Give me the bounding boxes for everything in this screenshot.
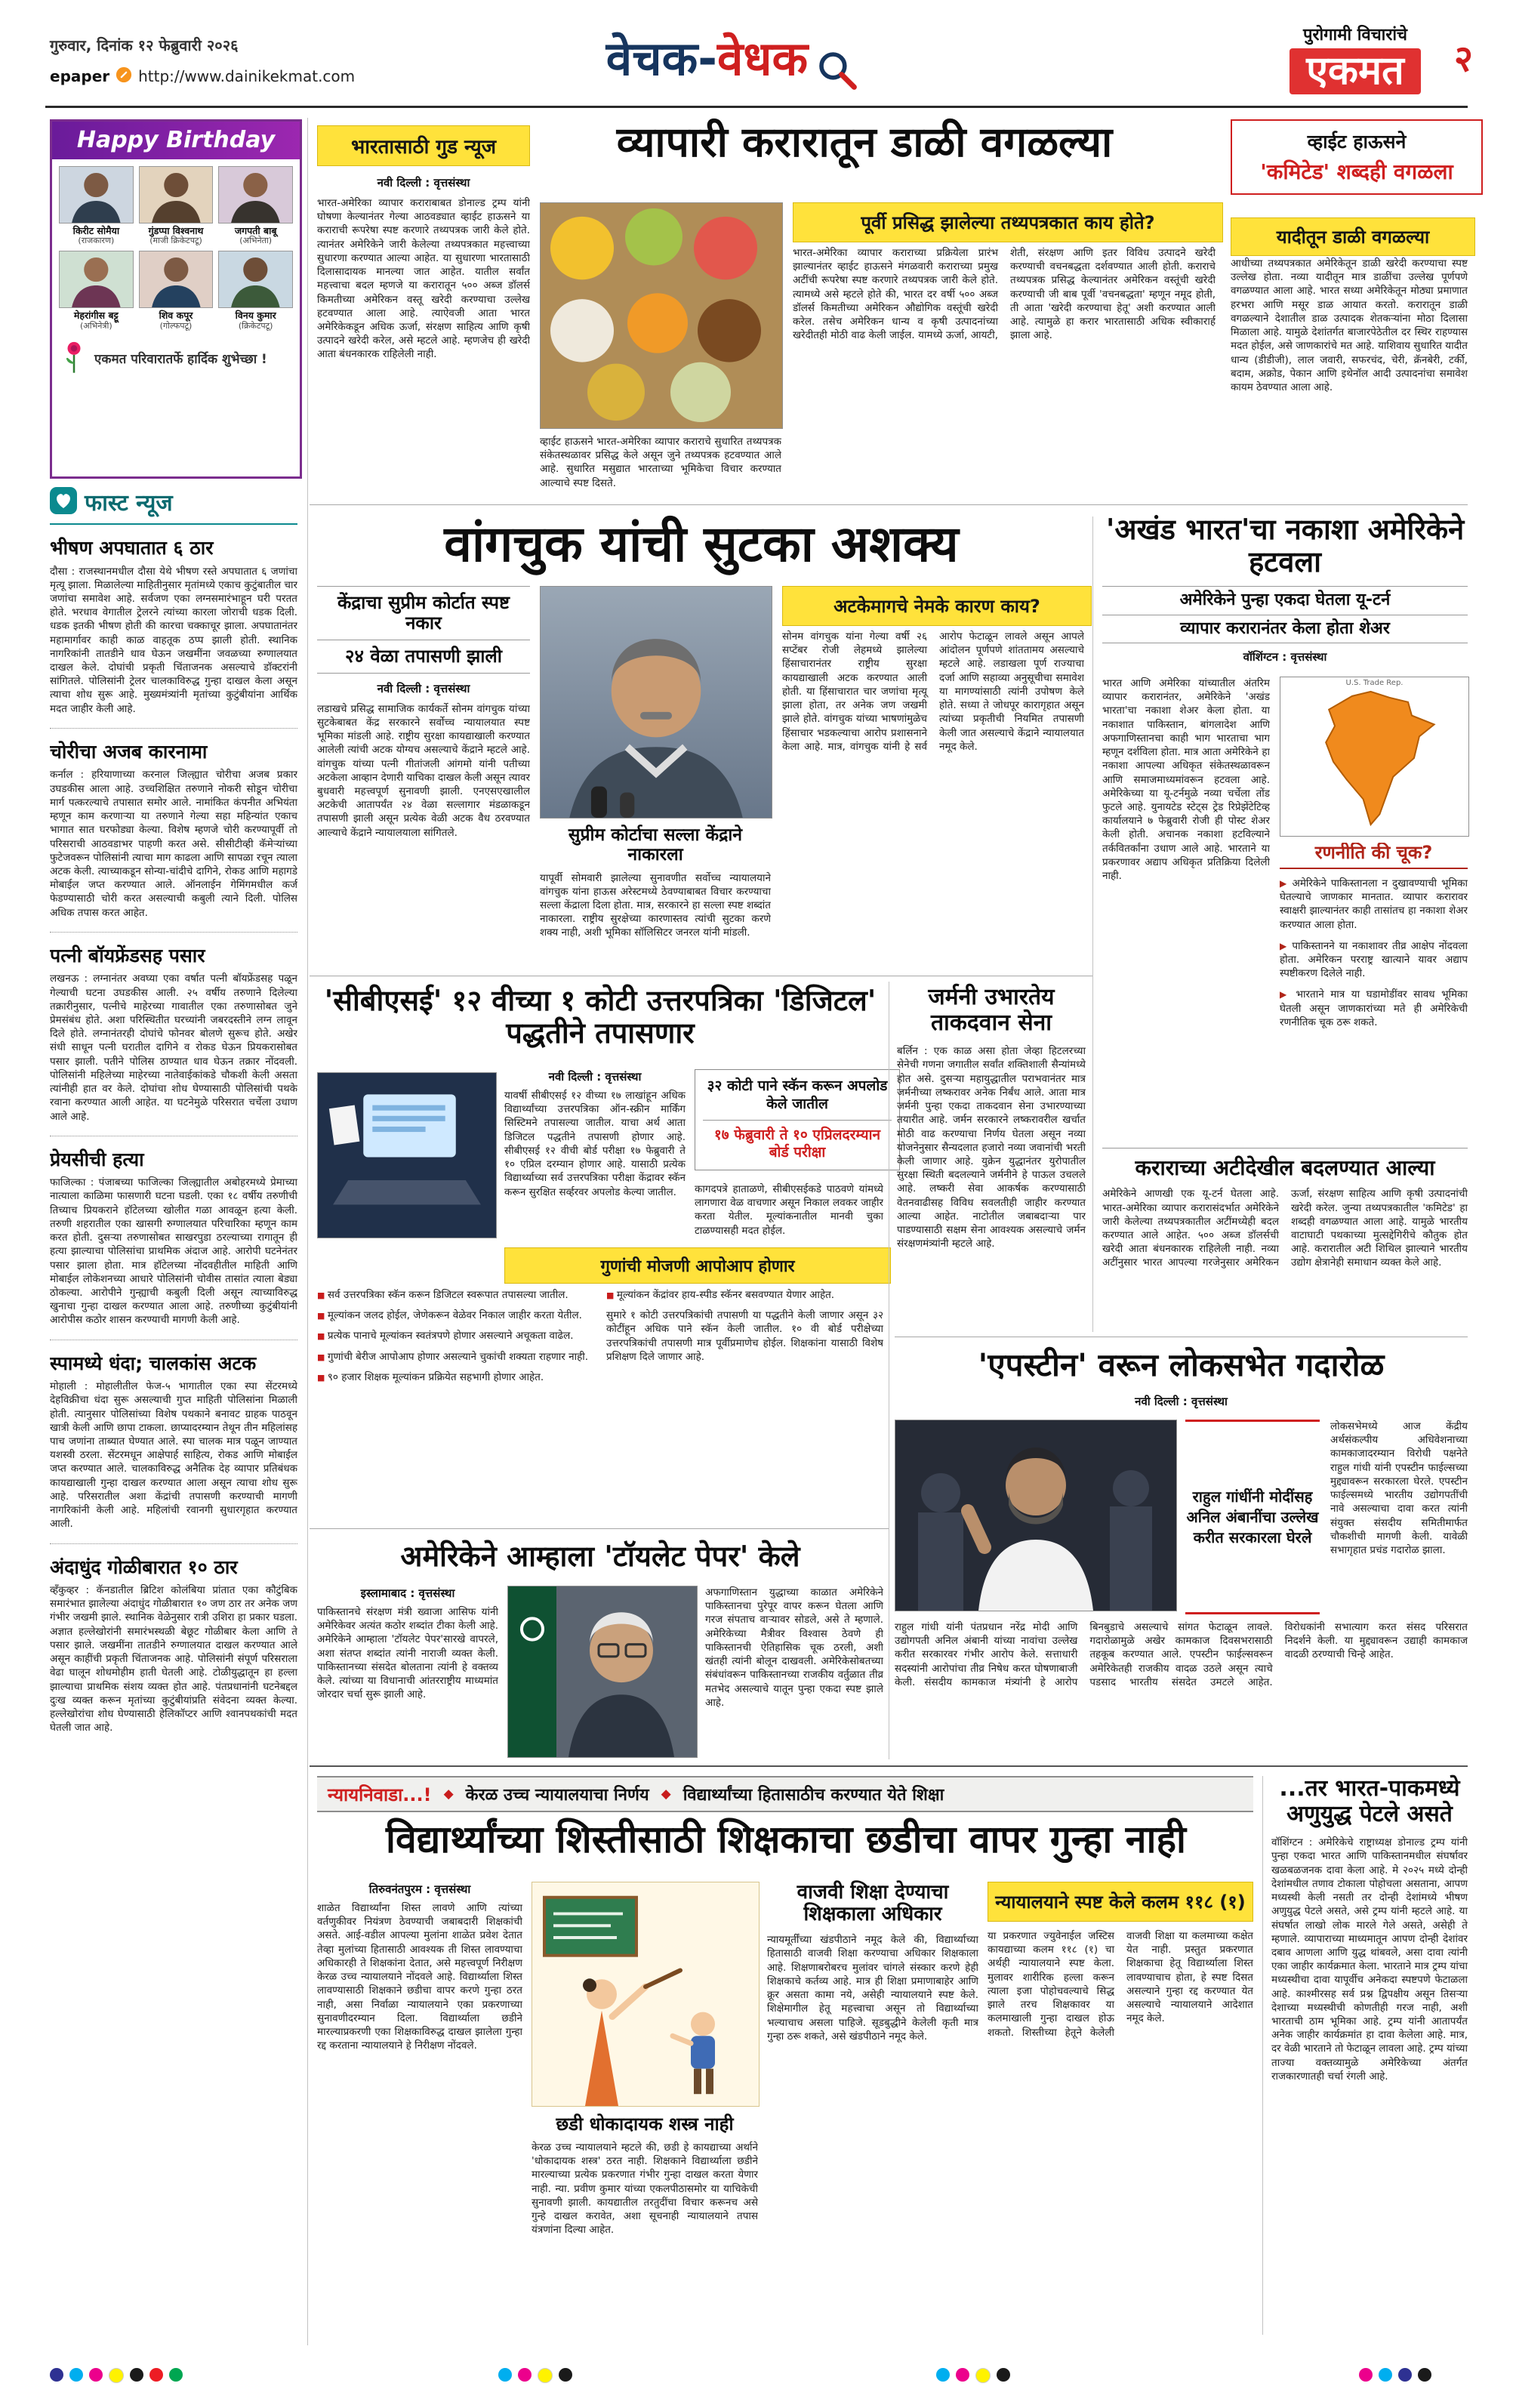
fast-news-headline: अंदाधुंद गोळीबारात १० ठार — [50, 1555, 238, 1578]
fast-news-item — [50, 1556, 297, 1747]
fast-news-title: फास्ट न्यूज — [85, 490, 173, 516]
cbse-byline: नवी दिल्ली : वृत्तसंस्था — [548, 1070, 642, 1084]
divider — [310, 1765, 1468, 1767]
print-registration-dots — [50, 2368, 183, 2383]
fast-news-headline: पत्नी बॉयफ्रेंडसह पसार — [50, 944, 205, 967]
fast-news-headline: स्पामध्ये धंदा; चालकांस अटक — [50, 1352, 257, 1374]
fast-news-body: मोहाली : मोहालीतील फेज-५ भागातील एका स्पा सेंटरमध्ये देहविक्रीचा धंदा सुरू असल्याची गुप्त माहिती पोलिसांना मिळाली होती. त्यानुसार पोलिसांच्या विशेष पथकाने बनावट ग्राहक पाठवून खात्री केली आणि छापा टाकला. छाप्यादरम्यान तेथून तीन महिलांसह पाच जणांना ताब्यात घेण्यात आले. स्पा चालक मात्र पळून जाण्यात यशस्वी ठरला. सेंटरमधून आक्षेपार्ह साहित्य, रोकड आणि मोबाईल जप्त करण्यात आले. चालकाविरुद्ध अनैतिक देह व्यापार प्रतिबंधक कायद्याखाली गुन्हा दाखल करण्यात आला असून त्याचा शोध सुरू आहे. परिसरातील अशा केंद्रांची तपासणी करण्याची मागणी नागरिकांनी केली आहे. महिलांची रवानगी सुधारगृहात करण्यात आली. — [50, 1380, 297, 1531]
wangchuk-advice-body: यापूर्वी सोमवारी झालेल्या सुनावणीत सर्वोच्च न्यायालयाने वांगचुक यांना हाऊस अरेस्टमध्ये ठेवण्याबाबत विचार करण्याचा सल्ला केंद्राला दिला होता. मात्र, सरकारने हा सल्ला स्पष्ट शब्दांत नाकारला. राष्ट्रीय सुरक्षेच्या कारणास्तव त्यांची सुटका करणे शक्य नाही, अशी भूमिका सॉलिसिटर जनरल यांनी मांडली. — [540, 871, 771, 939]
cbse-bullet: ■ सर्व उत्तरपत्रिका स्कॅन करून डिजिटल स्वरूपात तपासल्या जातील. — [317, 1288, 594, 1302]
print-registration-dots — [1359, 2368, 1431, 2382]
header-divider — [45, 106, 1468, 108]
color-dot — [538, 2368, 553, 2383]
pulses-cut-body: आधीच्या तथ्यपत्रकात अमेरिकेतून डाळी खरेदी करण्याचा स्पष्ट उल्लेख होता. नव्या यादीतून मात्र डाळींचा उल्लेख पूर्णपणे वगळण्यात आला आहे. भारत सध्या अमेरिकेतून मोठ्या प्रमाणात हरभरा आणि मसूर डाळ आयात करतो. करारातून डाळी वगळल्याने देशातील डाळ उत्पादक शेतकऱ्यांना मोठा दिलासा मिळाला आहे. यामुळे देशांतर्गत बाजारपेठेतील दर स्थिर राहण्यास मदत होईल, असे जाणकारांचे मत आहे. याशिवाय सुधारित यादीत धान्य (डीडीजी), लाल जवारी, सफरचंद, चेरी, क्रॅनबेरी, टर्की, बदाम, अक्रोड, पेकान आणि इथेनॉल आदी उत्पादनांचा समावेश कायम ठेवण्यात आला आहे. — [1231, 257, 1468, 393]
verdict-strip-item: विद्यार्थ्यांच्या हितासाठीच करण्यात येते शिक्षा — [683, 1786, 944, 1805]
cbse-lead-col — [504, 1069, 686, 1237]
birthday-name: विनय कुमार — [235, 310, 276, 322]
birthday-role: (अभिनेता) — [239, 236, 273, 246]
birthday-footer — [52, 338, 300, 383]
color-dot — [1379, 2368, 1392, 2382]
color-dot — [169, 2368, 183, 2382]
wangchuk-sub1: केंद्राचा सुप्रीम कोर्टात स्पष्ट नकार — [317, 586, 530, 634]
color-dot — [89, 2368, 103, 2382]
wangchuk-byline: नवी दिल्ली : वृत्तसंस्था — [377, 681, 470, 695]
fast-news-item — [50, 741, 297, 933]
cbse-stat-box — [695, 1069, 900, 1170]
color-dot — [975, 2368, 991, 2383]
divider — [1092, 516, 1093, 1332]
article-treaty — [1102, 1148, 1468, 1330]
strategy-box — [1280, 843, 1468, 1125]
epstein-headline: 'एपस्टीन' वरून लोकसभेत गदारोळ — [978, 1346, 1385, 1383]
fast-news-headline: भीषण अपघातात ६ ठार — [50, 537, 214, 559]
strategy-title: रणनीति की चूक? — [1280, 843, 1468, 869]
epaper-row — [50, 66, 355, 86]
wangchuk-subcol — [317, 586, 530, 965]
cbse-lead: यावर्षी सीबीएसई १२ वीच्या १७ लाखांहून अधिक विद्यार्थ्यांच्या उत्तरपत्रिका ऑन-स्क्रीन मार्किंग सिस्टिमने तपासल्या जातील. याचा अर्थ आता डिजिटल पद्धतीने तपासणी होणार आहे. सीबीएसई १२ वीची बोर्ड परीक्षा १७ फेब्रुवारी ते १० एप्रिल दरम्यान होणार आहे. यासाठी प्रत्येक विद्यार्थ्याच्या सर्व उत्तरपत्रिका परीक्षा केंद्रावर स्कॅन करून सुरक्षित सर्व्हरवर अपलोड केल्या जातील. — [504, 1090, 686, 1198]
divider — [1262, 1776, 1263, 2335]
trade-kicker: भारतासाठी गुड न्यूज — [317, 125, 530, 166]
germany-headline: जर्मनी उभारतेय ताकदवान सेना — [928, 984, 1055, 1036]
birthday-photo — [139, 166, 214, 224]
classroom-cartoon — [532, 1882, 760, 2107]
cane-kalam-title: न्यायालयाने स्पष्ट केले कलम ११८ (१) — [988, 1882, 1253, 1922]
treaty-headline: कराराच्या अटीदेखील बदलण्यात आल्या — [1102, 1148, 1468, 1179]
color-dot — [1359, 2368, 1373, 2382]
fast-news-body: दौसा : राजस्थानमधील दौसा येथे भीषण रस्ते अपघातात ६ जणांचा मृत्यू झाला. मिळालेल्या माहितीनुसार मृतांमध्ये एकाच कुटुंबातील चार जणांचा समावेश आहे. सर्वजण एका लग्नसमारंभाहून घरी परतत होते. भरधाव वेगातील ट्रेलरने त्यांच्या कारला जोराची धडक दिली. धडक इतकी भीषण होती की कारचा चक्काचूर झाला. अपघातानंतर महामार्गावर काही काळ वाहतूक ठप्प झाली होती. स्थानिक नागरिकांनी तातडीने धाव घेऊन जखमींना जवळच्या रुग्णालयात दाखल केले. दोघांची प्रकृती चिंताजनक असल्याचे डॉक्टरांनी सांगितले. पोलिसांनी ट्रेलर चालकाविरुद्ध गुन्हा दाखल केला असून त्याचा शोध सुरू आहे. मुख्यमंत्र्यांनी मृतांच्या कुटुंबीयांना आर्थिक मदत जाहीर केली आहे. — [50, 565, 297, 715]
akhand-headline: 'अखंड भारत'चा नकाशा अमेरिकेने हटवला — [1105, 513, 1465, 578]
rose-icon — [61, 339, 87, 381]
birthday-card — [139, 251, 214, 330]
cbse-bullet: ■ ९० हजार शिक्षक मूल्यांकन प्रक्रियेत सहभागी होणार आहेत. — [317, 1370, 594, 1384]
color-dot — [498, 2368, 512, 2382]
birthday-role: (राजकारण) — [78, 236, 115, 246]
trade-byline: नवी दिल्ली : वृत्तसंस्था — [377, 176, 470, 190]
wangchuk-headline: वांगचुक यांची सुटका अशक्य — [444, 515, 959, 573]
cane-stick-title: छडी धोकादायक शस्त्र नाही — [556, 2114, 734, 2135]
birthday-photo — [59, 251, 134, 308]
color-dot — [109, 2368, 124, 2383]
birthday-card — [218, 251, 293, 330]
cbse-bullet: ■ गुणांची बेरीज आपोआप होणार असल्याने चुकांची शक्यता राहणार नाही. — [317, 1350, 594, 1364]
birthday-name: गुंडप्पा विश्वनाथ — [148, 225, 204, 236]
nuclear-headline: ...तर भारत-पाकमध्ये अणुयुद्ध पेटले असते — [1279, 1775, 1460, 1827]
masthead-tagline: पुरोगामी विचारांचे — [1302, 26, 1408, 45]
wangchuk-advice-title: सुप्रीम कोर्टाचा सल्ला केंद्राने नाकारला — [568, 825, 743, 865]
cbse-stat1: ३२ कोटी पाने स्कॅन करून अपलोड केले जातील — [707, 1078, 888, 1112]
cbse-side-body: कागदपत्रे हाताळणे, सीबीएसईकडे पाठवणे यांमध्ये लागणारा वेळ वाचणार असून निकाल लवकर जाहीर करता येतील. मूल्यांकनातील मानवी चुका टाळण्यासही मदत होईल. — [695, 1183, 883, 1237]
trade-factbox-title: पूर्वी प्रसिद्ध झालेल्या तथ्यपत्रकात काय होते? — [793, 202, 1223, 242]
color-dot — [1418, 2368, 1431, 2382]
wangchuk-lead: लडाखचे प्रसिद्ध सामाजिक कार्यकर्ते सोनम वांगचुक यांच्या सुटकेबाबत केंद्र सरकारने सर्वोच्च न्यायालयात स्पष्ट भूमिका मांडली आहे. राष्ट्रीय सुरक्षा कायद्याखाली करण्यात आलेली त्यांची अटक योग्यच असल्याचे केंद्राने म्हटले आहे. वांगचुक यांच्या पत्नी गीतांजली आंगमो यांनी पतीच्या अटकेला आव्हान देणारी याचिका दाखल केली असून त्यावर बुधवारी महत्त्वपूर्ण सुनावणी झाली. एनएसएखालील अटकेची आतापर्यंत २४ वेळा सल्लागार मंडळाकडून तपासणी झाली असून प्रत्येक वेळी अटक वैध ठरवण्यात आल्याचे केंद्राने न्यायालयाला सांगितले. — [317, 702, 530, 839]
birthday-role: (गोल्फपटू) — [159, 320, 193, 331]
magnifier-icon — [816, 49, 858, 94]
india-map-image — [1280, 677, 1469, 837]
birthday-card — [59, 166, 134, 245]
treaty-body: अमेरिकेने आणखी एक यू-टर्न घेतला आहे. भारत-अमेरिका व्यापार करारासंदर्भात अमेरिकेने जारी केलेल्या तथ्यपत्रकातील अटींमध्येही बदल करण्यात आले आहेत. ५०० अब्ज डॉलर्सची खरेदी आता बंधनकारक राहिलेली नाही. नव्या अटींनुसार भारत आपल्या गरजेनुसार अमेरिकन ऊर्जा, संरक्षण साहित्य आणि कृषी उत्पादनांची खरेदी करेल. जुन्या तथ्यपत्रकातील 'कमिटेड' हा शब्दही वगळण्यात आला आहे. यामुळे भारतीय वाटाघाटी पथकाच्या मुत्सद्देगिरीचे कौतुक होत आहे. करारातील अटी शिथिल झाल्याने भारतीय उद्योग क्षेत्रानेही समाधान व्यक्त केले आहे. — [1102, 1188, 1468, 1269]
fast-news-header — [50, 486, 297, 525]
akhand-sub2: व्यापार करारानंतर केला होता शेअर — [1102, 615, 1468, 644]
cane-headline: विद्यार्थ्यांच्या शिस्तीसाठी शिक्षकाचा छडीचा वापर गुन्हा नाही — [386, 1818, 1186, 1861]
color-dot — [50, 2368, 63, 2382]
fast-news-body: फाजिल्का : पंजाबच्या फाजिल्का जिल्ह्यातील अबोहरमध्ये प्रेमाच्या नात्याला काळिमा फासणारी घटना घडली. एका १८ वर्षीय तरुणीची तिच्याच प्रियकराने हॉटेलच्या खोलीत गळा आवळून हत्या केली. तरुणी शहरातील एका खासगी रुग्णालयात परिचारिका म्हणून काम करत होती. दुसऱ्या तरुणासोबत साखरपुडा ठरल्याच्या रागातून ही हत्या झाल्याचा पोलिसांचा प्राथमिक अंदाज आहे. आरोपी घटनेनंतर पसार झाला होता. मात्र हॉटेलच्या नोंदवहीतील माहिती आणि मोबाईल लोकेशनच्या आधारे पोलिसांनी चोवीस तासांत त्याला बेड्या ठोकल्या. आरोपीने गुन्ह्याची कबुली दिली असून त्याच्याविरुद्ध खुनाचा गुन्हा दाखल करण्यात आला आहे. तरुणीच्या कुटुंबीयांनी आरोपीस कठोर शासन करण्याची मागणी केली आहे. — [50, 1176, 297, 1327]
toilet-headline: अमेरिकेने आम्हाला 'टॉयलेट पेपर' केले — [400, 1540, 800, 1573]
color-dot — [149, 2368, 163, 2382]
logo-text-first: वेचक- — [605, 31, 717, 86]
map-note: U.S. Trade Rep. — [1345, 679, 1404, 687]
cbse-bullets — [317, 1288, 883, 1515]
logo-text-second: वेधक — [716, 31, 809, 86]
fast-news-item — [50, 537, 297, 729]
wangchuk-sub2: २४ वेळा तपासणी झाली — [317, 640, 530, 674]
article-nuclear — [1271, 1776, 1468, 2311]
epaper-url: http://www.dainikekmat.com — [138, 67, 356, 85]
heart-icon — [50, 487, 77, 517]
date-line: गुरुवार, दिनांक १२ फेब्रुवारी २०२६ — [50, 36, 239, 54]
wangchuk-advice-block — [540, 826, 771, 982]
edition-logo — [559, 26, 906, 94]
cbse-stat2: १७ फेब्रुवारी ते १० एप्रिलदरम्यान बोर्ड परीक्षा — [713, 1126, 881, 1161]
masthead — [1268, 23, 1442, 94]
cbse-auto-title: गुणांची मोजणी आपोआप होणार — [504, 1247, 891, 1284]
print-registration-dots — [498, 2368, 572, 2383]
birthday-name: किरीट सोमैया — [72, 225, 120, 236]
fast-news-item — [50, 945, 297, 1136]
epstein-caption: राहुल गांधींनी मोदींसह अनिल अंबानींचा उल्लेख करीत सरकारला घेरले — [1186, 1487, 1319, 1546]
birthday-title: Happy Birthday — [52, 122, 300, 159]
cane-right-body: न्यायमूर्तींच्या खंडपीठाने नमूद केले की, विद्यार्थ्याच्या हितासाठी वाजवी शिक्षा करण्याचा अधिकार शिक्षकाला आहे. शिक्षणाबरोबरच मुलांवर चांगले संस्कार करणे हेही शिक्षकाचे कर्तव्य आहे. मात्र ही शिक्षा प्रमाणाबाहेर आणि क्रूर असता कामा नये, असेही न्यायालयाने स्पष्ट केले. शिक्षेमागील हेतू महत्त्वाचा असून तो विद्यार्थ्याच्या भल्याचाच असला पाहिजे. सूडबुद्धीने केलेली कृती मात्र गुन्हा ठरू शकते, असे खंडपीठाने नमूद केले. — [767, 1934, 978, 2043]
birthday-role: (अभिनेत्री) — [80, 320, 112, 331]
trade-lead: भारत-अमेरिका व्यापार कराराबाबत डोनाल्ड ट्रम्प यांनी घोषणा केल्यानंतर गेल्या आठवड्यात व्हाईट हाऊसने या कराराची रूपरेषा स्पष्ट करणारे तथ्यपत्रक जारी केले होते. त्यानंतर अमेरिकेने जारी केलेल्या तथ्यपत्रकात महत्त्वाच्या सुधारणा करण्यात आल्या आहेत. या सुधारणा भारतासाठी दिलासादायक मानल्या जात आहेत. यातील सर्वांत महत्त्वाचा बदल म्हणजे या करारातून ५०० अब्ज डॉलर्स किमतीच्या अमेरिकन वस्तू खरेदी करण्याचा उल्लेख हटवण्यात आला आहे. त्याऐवजी आता भारत अमेरिकेकडून अधिक ऊर्जा, संरक्षण साहित्य आणि कृषी उत्पादने खरेदी करेल, असे म्हटले आहे. म्हणजेच ही खरेदी आता बंधनकारक राहिलेली नाही. — [317, 197, 530, 361]
color-dot — [997, 2368, 1010, 2382]
strategy-item: ▶ अमेरिकेने पाकिस्तानला न दुखावण्याची भूमिका घेतल्याचे जाणकार मानतात. व्यापार करारावर स्वाक्षरी झाल्यानंतर काही तासांतच हा नकाशा शेअर करण्यात आला होता. — [1280, 877, 1468, 932]
cbse-bullet: ■ मूल्यांकन जलद होईल, जेणेकरून वेळेवर निकाल जाहीर करता येतील. — [317, 1309, 594, 1322]
cane-right-block — [767, 1882, 978, 2288]
color-dot — [130, 2368, 143, 2382]
pak-minister-photo — [507, 1586, 698, 1758]
diamond-icon: ◆ — [661, 1787, 671, 1802]
epstein-body2: राहुल गांधी यांनी पंतप्रधान नरेंद्र मोदी आणि उद्योगपती अनिल अंबानी यांच्या नावांचा उल्लेख करीत सरकारवर गंभीर आरोप केले. सत्ताधारी सदस्यांनी आरोपांचा तीव्र निषेध करत घोषणाबाजी केली. संसदीय कामकाज मंत्र्यांनी हे आरोप बिनबुडाचे असल्याचे सांगत फेटाळून लावले. गदारोळामुळे अखेर कामकाज दिवसभरासाठी तहकूब करण्यात आले. एपस्टीन फाईल्सवरून अमेरिकेतही राजकीय वादळ उठले असून त्याचे पडसाद भारतीय संसदेत उमटले आहेत. विरोधकांनी सभात्याग करत संसद परिसरात निदर्शने केली. या मुद्द्यावरून उद्याही कामकाज वादळी ठरण्याची चिन्हे आहेत. — [895, 1621, 1468, 1688]
epstein-body1: लोकसभेमध्ये आज केंद्रीय अर्थसंकल्पीय अधिवेशनाच्या कामकाजादरम्यान विरोधी पक्षनेते राहुल गांधी यांनी एपस्टीन फाईल्सच्या मुद्द्यावरून सरकारला घेरले. एपस्टीन फाईल्समध्ये भारतीय उद्योगपतींची नावे असल्याचा दावा करत त्यांनी संयुक्त संसदीय समितीमार्फत चौकशीची मागणी केली. यावेळी सभागृहात प्रचंड गदारोळ झाला. — [1330, 1420, 1468, 1556]
cane-stick-block — [532, 2114, 758, 2319]
trade-factbox-body: भारत-अमेरिका व्यापार कराराच्या प्रक्रियेला प्रारंभ झाल्यानंतर व्हाईट हाऊसने मंगळवारी कराराच्या प्रमुख अटींची रूपरेषा स्पष्ट करणारे तथ्यपत्रक जारी केले होते. त्यामध्ये असे म्हटले होते की, भारत दर वर्षी ५०० अब्ज डॉलर्स किमतीच्या अमेरिकन औद्योगिक वस्तूंची खरेदी करेल. तसेच अमेरिकन धान्य व कृषी उत्पादनांच्या खरेदीतही मोठी वाढ केली जाईल. यामध्ये ऊर्जा, आयटी, शेती, संरक्षण आणि इतर विविध उत्पादने खरेदी करण्याची वचनबद्धता दर्शवण्यात आली होती. कराराचे तथ्यपत्रक प्रसिद्ध केल्यानंतर अमेरिकन वस्तूंची खरेदी करण्याची जी बाब पूर्वी 'वचनबद्धता' म्हणून नमूद होती, ती आता 'खरेदी करण्याचा हेतू' अशी करण्यात आली आहे. त्यामुळे हा करार भारतासाठी अधिक स्वीकारार्ह झाला आहे. — [793, 247, 1216, 342]
birthday-card — [139, 166, 214, 245]
trade-continuation: व्हाईट हाऊसने भारत-अमेरिका व्यापार कराराचे सुधारित तथ्यपत्रक संकेतस्थळावर प्रसिद्ध केले असून जुने तथ्यपत्रक हटवण्यात आले आहे. सुधारित मसुद्यात भारताच्या भूमिकेचा विचार करण्यात आल्याचे स्पष्ट दिसते. — [540, 436, 781, 489]
birthday-photo — [218, 166, 293, 224]
cane-lead-col — [317, 1882, 522, 2309]
fast-news-body: व्हँकुव्हर : कॅनडातील ब्रिटिश कोलंबिया प्रांतात एका कौटुंबिक समारंभात झालेल्या अंदाधुंद गोळीबारात १० जण ठार तर अनेक जण गंभीर जखमी झाले. स्थानिक वेळेनुसार रात्री उशिरा हा प्रकार घडला. अज्ञात हल्लेखोरांनी समारंभस्थळी बेछूट गोळीबार केला आणि ते पसार झाले. जखमींना तातडीने रुग्णालयात दाखल करण्यात आले असून काहींची प्रकृती चिंताजनक आहे. पोलिसांनी संपूर्ण परिसराला वेढा घालून शोधमोहीम हाती घेतली आहे. टोळीयुद्धातून हा हल्ला झाल्याचा प्राथमिक संशय व्यक्त होत आहे. पंतप्रधानांनी घटनेबद्दल दुःख व्यक्त करून मृतांच्या कुटुंबीयांप्रति संवेदना व्यक्त केल्या. हल्लेखोरांचा शोध घेण्यासाठी हेलिकॉप्टर आणि श्वानपथकांची मदत घेतली जात आहे. — [50, 1584, 297, 1734]
cane-kalam-block — [988, 1882, 1253, 2292]
scanning-photo — [317, 1072, 497, 1238]
pulses-photo — [540, 202, 783, 429]
whitehouse-box — [1231, 119, 1483, 195]
color-dot — [956, 2368, 969, 2382]
cbse-bullet: ■ मूल्यांकन केंद्रांवर हाय-स्पीड स्कॅनर बसवण्यात येणार आहेत. — [606, 1288, 883, 1302]
toilet-body1: पाकिस्तानचे संरक्षण मंत्री ख्वाजा आसिफ यांनी अमेरिकेवर अत्यंत कठोर शब्दांत टीका केली आहे. अमेरिकेने आम्हाला 'टॉयलेट पेपर'सारखे वापरले, अशा संतप्त शब्दांत त्यांनी नाराजी व्यक्त केली. पाकिस्तानच्या संसदेत बोलताना त्यांनी हे वक्तव्य केले. त्यांच्या या विधानाची आंतरराष्ट्रीय माध्यमांत जोरदार चर्चा सुरू झाली आहे. — [317, 1606, 498, 1701]
birthday-box — [50, 119, 302, 479]
nuclear-body: वॉशिंग्टन : अमेरिकेचे राष्ट्राध्यक्ष डोनाल्ड ट्रम्प यांनी पुन्हा एकदा भारत आणि पाकिस्तानमधील संघर्षावर खळबळजनक दावा केला आहे. मे २०२५ मध्ये दोन्ही देशांमधील तणाव टोकाला पोहोचला असताना, आपण मध्यस्थी केली नसती तर दोन्ही देशांमध्ये भीषण अणुयुद्ध पेटले असते, असे ट्रम्प यांनी म्हटले आहे. या संघर्षात लाखो लोक मारले गेले असते, असेही ते म्हणाले. व्यापाराच्या माध्यमातून आपण दोन्ही देशांवर दबाव आणला आणि युद्ध थांबवले, असा दावा त्यांनी एका जाहीर कार्यक्रमात केला. भारताने मात्र ट्रम्प यांचा मध्यस्थीचा दावा यापूर्वीच अनेकदा स्पष्टपणे फेटाळला आहे. काश्मीरसह सर्व प्रश्न द्विपक्षीय असून तिसऱ्या देशाच्या मध्यस्थीची कोणतीही गरज नाही, अशी भारताची ठाम भूमिका आहे. ट्रम्प यांनी आतापर्यंत अनेक जाहीर कार्यक्रमांत हा दावा केलेला आहे. मात्र, दर वेळी भारताने तो फेटाळून लावला आहे. ट्रम्प यांच्या ताज्या वक्तव्यामुळे अमेरिकेच्या अंतर्गत राजकारणातही चर्चा रंगली आहे. — [1271, 1836, 1468, 2083]
strategy-item: ▶ पाकिस्तानने या नकाशावर तीव्र आक्षेप नोंदवला होता. अमेरिकन परराष्ट्र खात्याने यावर अद्याप स्पष्टीकरण दिलेले नाही. — [1280, 939, 1468, 981]
fast-news-headline: प्रेयसीची हत्या — [50, 1148, 144, 1170]
article-germany — [897, 985, 1086, 1322]
akhand-body: भारत आणि अमेरिका यांच्यातील अंतरिम व्यापार करारानंतर, अमेरिकेने 'अखंड भारता'चा नकाशा शेअर केला होता. या नकाशात पाकिस्तान, बांगलादेश आणि अफगाणिस्तानचा काही भाग भारताचा भाग म्हणून दर्शविला होता. मात्र आता अमेरिकेने हा नकाशा आपल्या अधिकृत संकेतस्थळावरून आणि समाजमाध्यमांवरून हटवला आहे. अमेरिकेच्या या यू-टर्नमुळे नव्या चर्चेला तोंड फुटले आहे. युनायटेड स्टेट्स ट्रेड रिप्रेझेंटेटिव्ह कार्यालयाने ७ फेब्रुवारी रोजी ही पोस्ट शेअर केली होती. अचानक नकाशा हटविल्याने तर्कवितर्कांना उधाण आले आहे. भारताने या प्रकरणावर अद्याप अधिकृत प्रतिक्रिया दिलेली नाही. — [1102, 677, 1270, 883]
article-trade-kicker-col — [317, 125, 530, 498]
cane-stick-body: केरळ उच्च न्यायालयाने म्हटले की, छडी हे कायद्याच्या अर्थाने 'धोकादायक शस्त्र' ठरत नाही. शिक्षकाने विद्यार्थ्याला छडीने मारल्याच्या प्रत्येक प्रकरणात गंभीर गुन्हा दाखल करता येणार नाही. न्या. प्रवीण कुमार यांच्या एकलपीठासमोर या याचिकेची सुनावणी झाली. कायद्यातील तरतुदींचा विचार करूनच असे गुन्हे दाखल करावेत, अशा सूचनाही न्यायालयाने तपास यंत्रणांना दिल्या आहेत. — [532, 2141, 758, 2237]
color-dot — [559, 2368, 572, 2382]
cane-lead: शाळेत विद्यार्थ्यांना शिस्त लावणे आणि त्यांच्या वर्तणुकीवर नियंत्रण ठेवण्याची जबाबदारी शिक्षकांची असते. आई-वडील आपल्या मुलांना शाळेत प्रवेश देतात तेव्हा मुलांच्या हितासाठी आवश्यक ती शिस्त लावण्याचा अधिकारही ते शिक्षकांना देतात, असे महत्त्वपूर्ण निरीक्षण केरळ उच्च न्यायालयाने नोंदवले आहे. विद्यार्थ्याला शिस्त लावण्यासाठी शिक्षकाने छडीचा वापर करणे गुन्हा ठरत नाही, असा निर्वाळा न्यायालयाने एका प्रकरणाच्या सुनावणीदरम्यान दिला. विद्यार्थ्याला छडीने मारल्याप्रकरणी एका शिक्षकाविरुद्ध दाखल झालेला गुन्हा रद्द करताना न्यायालयाने हे निरीक्षण नोंदवले. — [317, 1902, 522, 2052]
pulses-cut-title: यादीतून डाळी वगळल्या — [1231, 217, 1475, 256]
birthday-name: जगपती बाबू — [234, 225, 277, 236]
cane-kalam-body: या प्रकरणात ज्युवेनाईल जस्टिस कायद्याच्या कलम ११८ (१) चा अर्थही न्यायालयाने स्पष्ट केला. मुलावर शारीरिक हल्ला करून त्याला इजा पोहोचवल्याचे सिद्ध झाले तरच शिक्षकावर या कलमाखाली गुन्हा दाखल होऊ शकतो. शिस्तीच्या हेतूने केलेली वाजवी शिक्षा या कलमाच्या कक्षेत येत नाही. प्रस्तुत प्रकरणात शिक्षकाचा हेतू विद्यार्थ्याला शिस्त लावण्याचाच होता, हे स्पष्ट दिसत असल्याने गुन्हा रद्द करण्यात येत असल्याचे न्यायालयाने आदेशात नमूद केले. — [988, 1930, 1253, 2039]
fast-news-section — [50, 486, 297, 2349]
verdict-strip-item: केरळ उच्च न्यायालयाचा निर्णय — [465, 1786, 649, 1805]
link-icon — [116, 66, 132, 86]
trade-headline: व्यापारी करारातून डाळी वगळल्या — [616, 118, 1113, 166]
birthday-name: शिव कपूर — [159, 310, 193, 322]
birthday-grid — [52, 159, 300, 338]
akhand-byline: वॉशिंग्टन : वृत्तसंस्था — [1243, 650, 1327, 664]
strategy-item: ▶ भारताने मात्र या घडामोडींवर सावध भूमिका घेतली असून जाणकारांच्या मते ही अमेरिकेची रणनीतिक चूक ठरू शकते. — [1280, 988, 1468, 1029]
fast-news-headline: चोरीचा अजब कारनामा — [50, 740, 208, 763]
verdict-strip-label: न्यायनिवाडा...! — [328, 1784, 432, 1805]
birthday-role: (क्रिकेटपटू) — [238, 320, 273, 331]
verdict-strip — [317, 1776, 1253, 1812]
toilet-byline: इस्लामाबाद : वृत्तसंस्था — [360, 1586, 455, 1600]
divider — [310, 504, 1468, 505]
masthead-title: एकमत — [1290, 48, 1420, 94]
birthday-photo — [218, 251, 293, 308]
toilet-body2: अफगाणिस्तान युद्धाच्या काळात अमेरिकेने पाकिस्तानचा पुरेपूर वापर करून घेतला आणि गरज संपताच वाऱ्यावर सोडले, असे ते म्हणाले. अमेरिकेच्या मैत्रीवर विश्वास ठेवणे ही पाकिस्तानची ऐतिहासिक चूक ठरली, अशी खंतही त्यांनी बोलून दाखवली. अमेरिकेसोबतच्या संबंधांवरून पाकिस्तानच्या राजकीय वर्तुळात तीव्र मतभेद असल्याचे यातून पुन्हा एकदा स्पष्ट झाले आहे. — [705, 1586, 883, 1709]
cbse-tail: सुमारे १ कोटी उत्तरपत्रिकांची तपासणी या पद्धतीने केली जाणार असून ३२ कोटींहून अधिक पाने स्कॅन केली जातील. १० वी बोर्ड परीक्षेच्या उत्तरपत्रिकांची तपासणी मात्र पूर्वीप्रमाणेच होईल. शिक्षकांना यासाठी विशेष प्रशिक्षण दिले जाणार आहे. — [606, 1309, 883, 1363]
fast-news-list — [50, 525, 297, 2349]
akhand-subs — [1102, 586, 1468, 664]
wangchuk-reason-title: अटकेमागचे नेमके कारण काय? — [782, 586, 1092, 626]
whitehouse-line2: 'कमिटेड' शब्दही वगळला — [1260, 159, 1453, 184]
epaper-label: epaper — [50, 67, 110, 85]
divider — [703, 1120, 892, 1121]
color-dot — [69, 2368, 83, 2382]
page-number: २ — [1454, 38, 1473, 80]
birthday-photo — [139, 251, 214, 308]
cane-byline: तिरुवनंतपुरम : वृत्तसंस्था — [368, 1882, 471, 1896]
print-registration-dots — [936, 2368, 1010, 2383]
birthday-wish: एकमत परिवारातर्फे हार्दिक शुभेच्छा ! — [94, 352, 267, 368]
cbse-headline: 'सीबीएसई' १२ वीच्या १ कोटी उत्तरपत्रिका 'डिजिटल' पद्धतीने तपासणार — [324, 984, 877, 1050]
rahul-gandhi-photo — [895, 1420, 1177, 1611]
birthday-role: (माजी क्रिकेटपटू) — [149, 236, 202, 246]
germany-body: बर्लिन : एक काळ असा होता जेव्हा हिटलरच्या सेनेची गणना जगातील सर्वांत शक्तिशाली सैन्यांमध्ये होत असे. दुसऱ्या महायुद्धातील पराभवानंतर मात्र जर्मनीच्या लष्करावर अनेक निर्बंध आले. आता मात्र जर्मनी पुन्हा एकदा ताकदवान सेना उभारण्याच्या तयारीत आहे. जर्मन सरकारने लष्करावरील खर्चात मोठी वाढ करण्याचा निर्णय घेतला असून नव्या योजनेनुसार सैन्यदलात हजारो नव्या जवानांची भरती केली जाणार आहे. युक्रेन युद्धानंतर युरोपातील सुरक्षा स्थिती बदलल्याने जर्मनीने हे पाऊल उचलले आहे. लष्करी सेवा आकर्षक करण्यासाठी वेतनवाढीसह विविध सवलतीही जाहीर करण्यात आल्या आहेत. नाटोतील जबाबदाऱ्या पार पाडण्यासाठी सक्षम सेना आवश्यक असल्याचे जर्मन संरक्षणमंत्र्यांनी म्हटले आहे. — [897, 1045, 1086, 1250]
birthday-photo — [59, 166, 134, 224]
cbse-bullet: ■ प्रत्येक पानाचे मूल्यांकन स्वतंत्रपणे होणार असल्याने अचूकता वाढेल. — [317, 1329, 594, 1343]
toilet-lead-col — [317, 1586, 498, 1753]
fast-news-body: कर्नाल : हरियाणाच्या करनाल जिल्ह्यात चोरीचा अजब प्रकार उघडकीस आला आहे. उच्चशिक्षित तरुणाने नोकरी सोडून चोरीचा मार्ग पत्करल्याचे तपासात समोर आले. नामांकित कंपनीत अभियंता म्हणून काम करणाऱ्या या तरुणाने गेल्या सहा महिन्यांत एकाच भागात सात घरफोड्या केल्या. विशेष म्हणजे चोरी करण्यापूर्वी तो परिसराची आठवडाभर पाहणी करत असे. सीसीटीव्ही कॅमेऱ्यांच्या फुटेजवरून पोलिसांनी त्याचा माग काढला आणि सापळा रचून त्याला अटक केली. त्याच्याकडून सोन्या-चांदीचे दागिने, रोकड आणि महागडे मोबाईल जप्त करण्यात आले. ऑनलाईन गेमिंगमधील कर्ज फेडण्यासाठी चोरी करत असल्याची कबुली त्याने दिली. पोलिस अधिक तपास करत आहेत. — [50, 769, 297, 919]
fast-news-body: लखनऊ : लग्नानंतर अवघ्या एका वर्षात पत्नी बॉयफ्रेंडसह पळून गेल्याची घटना उघडकीस आली. २५ वर्षीय तरुणाने दिलेल्या तक्रारीनुसार, पत्नीचे माहेरच्या गावातील एका तरुणासोबत जुने प्रेमसंबंध होते. अशा परिस्थितीत घरच्यांनी जबरदस्तीने लग्न लावून दिले होते. लग्नानंतरही दोघांचे फोनवर बोलणे सुरूच होते. अखेर संधी साधून पत्नी घरातील दागिने व रोकड घेऊन प्रियकरासोबत पसार झाली. पतीने पोलिस ठाण्यात धाव घेऊन तक्रार नोंदवली. पोलिसांनी महिलेच्या माहेरच्या नातेवाईकांकडे चौकशी केली असता त्यांनीही हात वर केले. दोघांचा शोध घेण्यासाठी पोलिसांची पथके रवाना करण्यात आली आहेत. या घटनेमुळे परिसरात चर्चेला उधाण आले आहे. — [50, 973, 297, 1123]
wangchuk-reason-body: सोनम वांगचुक यांना गेल्या वर्षी २६ सप्टेंबर रोजी लेहमध्ये झालेल्या हिंसाचारानंतर राष्ट्रीय सुरक्षा कायद्याखाली अटक करण्यात आली होती. या हिंसाचारात चार जणांचा मृत्यू झाला होता, तर अनेक जण जखमी झाले होते. वांगचुक यांच्या भाषणांमुळेच हिंसाचार भडकल्याचा आरोप प्रशासनाने केला आहे. मात्र, वांगचुक यांनी हे सर्व आरोप फेटाळून लावले असून आपले आंदोलन पूर्णपणे शांततामय असल्याचे म्हटले आहे. लडाखला पूर्ण राज्याचा दर्जा आणि सहाव्या अनुसूचीचा समावेश या मागण्यांसाठी त्यांनी उपोषण केले होते. सध्या ते जोधपूर कारागृहात असून त्यांच्या प्रकृतीची नियमित तपासणी केली जात असल्याचे केंद्राने न्यायालयात नमूद केले. — [782, 631, 1084, 753]
fast-news-item — [50, 1352, 297, 1544]
fast-news-item — [50, 1149, 297, 1340]
divider — [307, 118, 308, 2345]
birthday-name: मेहरांगीस बट्टू — [73, 310, 119, 322]
birthday-card — [59, 251, 134, 330]
divider — [310, 1528, 889, 1529]
color-dot — [936, 2368, 950, 2382]
epstein-caption-box — [1185, 1420, 1320, 1614]
cane-right-title: वाजवी शिक्षा देण्याचा शिक्षकाला अधिकार — [797, 1881, 949, 1926]
wangchuk-photo — [540, 586, 772, 819]
color-dot — [518, 2368, 532, 2382]
color-dot — [1398, 2368, 1412, 2382]
akhand-sub1: अमेरिकेने पुन्हा एकदा घेतला यू-टर्न — [1102, 586, 1468, 610]
whitehouse-line1: व्हाईट हाऊसने — [1307, 131, 1407, 153]
birthday-card — [218, 166, 293, 245]
epstein-byline: नवी दिल्ली : वृत्तसंस्था — [1135, 1395, 1228, 1408]
diamond-icon: ◆ — [443, 1787, 454, 1802]
